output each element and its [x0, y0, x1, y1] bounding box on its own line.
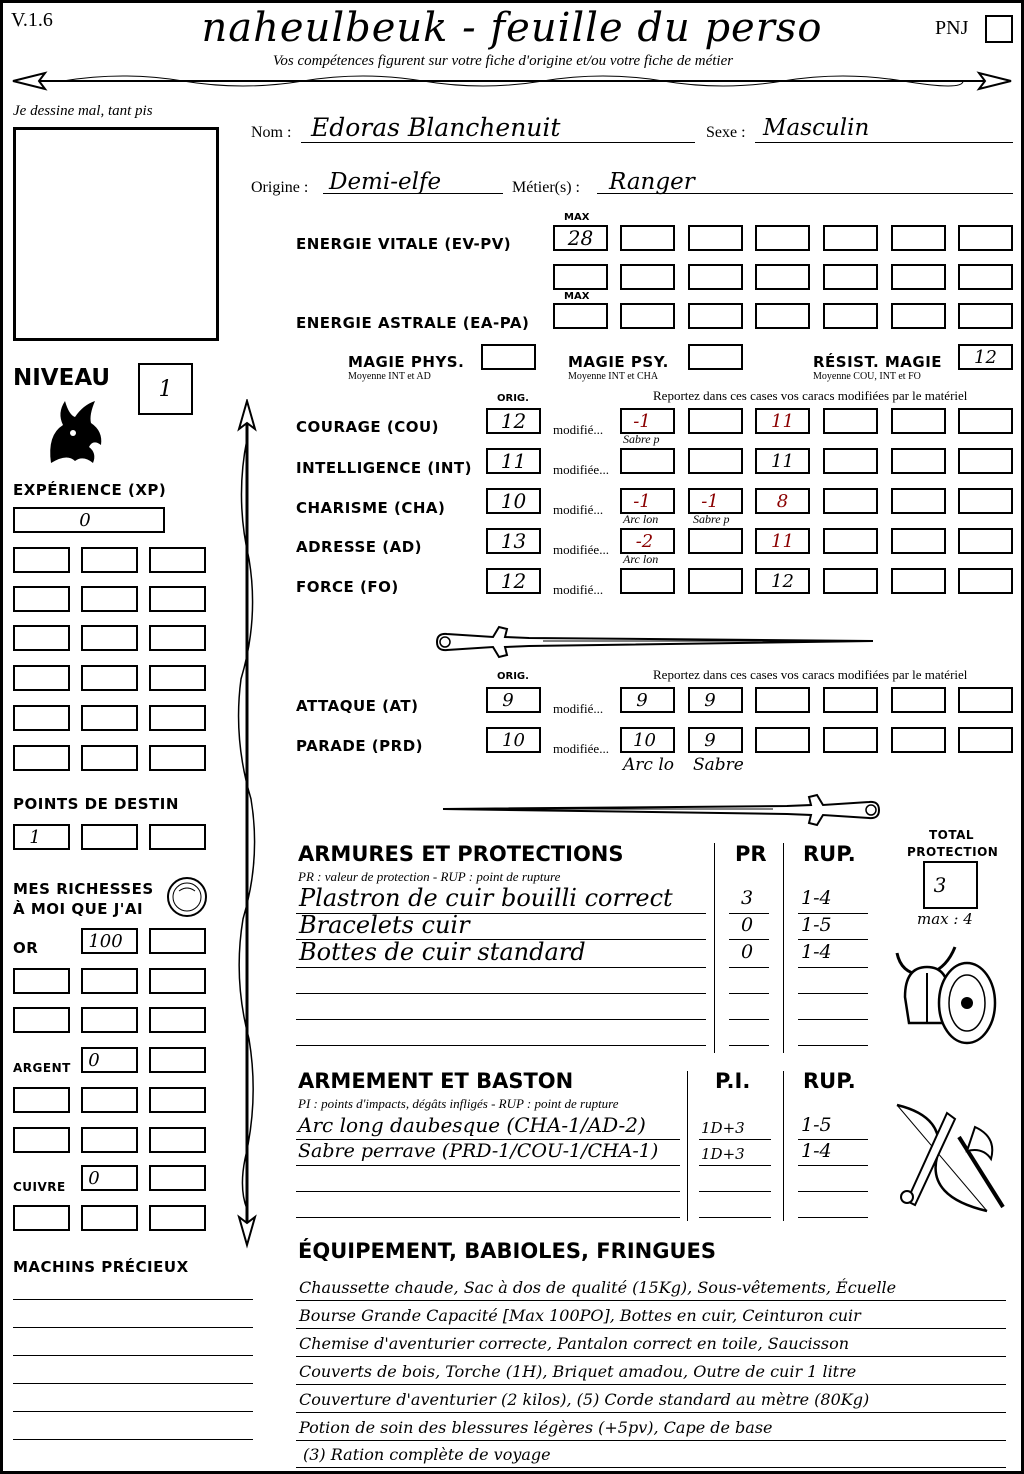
ev-box[interactable] [891, 264, 946, 290]
magie-phys-value [483, 346, 534, 368]
ad-mod-note: Arc lon [623, 552, 659, 566]
xp-box[interactable] [13, 745, 70, 771]
destin-box[interactable] [81, 824, 138, 850]
resist-magie-value: 12 [974, 346, 997, 368]
cha-mod-box[interactable] [755, 488, 810, 514]
cha-final-value: 8 [776, 490, 789, 512]
fo-final-value: 12 [771, 570, 794, 592]
cha-mod-note: Arc lon [623, 512, 659, 526]
cuivre-box[interactable] [149, 1165, 206, 1191]
metier-value[interactable]: Ranger [609, 169, 695, 195]
rup-line [798, 993, 868, 994]
equipment-line [296, 1300, 1006, 1301]
int-mod-box[interactable] [755, 448, 810, 474]
modifie-label: modifié... [553, 582, 604, 597]
equipment-item[interactable]: Couverts de bois, Torche (1H), Briquet amadou, Outre de cuir 1 litre [299, 1362, 857, 1381]
sword-icon [433, 617, 883, 667]
argent-box[interactable] [81, 1047, 138, 1073]
cuivre-box[interactable] [81, 1205, 138, 1231]
armor-line [296, 967, 706, 968]
xp-box[interactable] [81, 586, 138, 612]
armor-pr[interactable]: 0 [741, 914, 754, 936]
pi-label: P.I. [715, 1069, 751, 1093]
ea-box[interactable] [823, 303, 878, 329]
resist-magie-note: Moyenne COU, INT et FO [813, 371, 921, 382]
machins-line[interactable] [13, 1299, 253, 1300]
armor-item[interactable]: Bracelets cuir [299, 911, 470, 939]
nom-value[interactable]: Edoras Blanchenuit [311, 113, 561, 142]
ev-max-value: 28 [567, 226, 594, 250]
equipment-line [296, 1467, 1006, 1468]
machins-line[interactable] [13, 1411, 253, 1412]
prd-mod-value: 10 [633, 729, 656, 751]
int-mod-box[interactable] [823, 448, 878, 474]
argent-value: 0 [88, 1049, 100, 1071]
armor-line [296, 1045, 706, 1046]
weapons-title: ARMEMENT ET BASTON [298, 1069, 574, 1093]
cou-mod-box[interactable] [620, 408, 675, 434]
or-box[interactable] [81, 968, 138, 994]
page-subtitle: Vos compétences figurent sur votre fiche d'origine et/ou votre fiche de métier [272, 53, 734, 69]
magie-psy-label: MAGIE PSY. [568, 353, 669, 371]
ev-box[interactable] [823, 264, 878, 290]
magie-phys-box[interactable] [481, 344, 536, 370]
cuivre-box[interactable] [81, 1165, 138, 1191]
pr-line [729, 993, 769, 994]
ad-final-value: 11 [771, 530, 794, 552]
xp-box[interactable] [149, 665, 206, 691]
cou-orig-box[interactable] [486, 408, 541, 434]
rup-line [798, 1191, 868, 1192]
pr-line [729, 1019, 769, 1020]
machins-line[interactable] [13, 1355, 253, 1356]
or-box[interactable] [81, 928, 138, 954]
nom-label: Nom : [251, 124, 292, 141]
page-title: naheulbeuk - feuille du perso [201, 5, 823, 51]
armor-item[interactable]: Plastron de cuir bouilli correct [299, 884, 673, 912]
xp-box[interactable] [81, 625, 138, 651]
cha-mod-note-2: Sabre p [693, 512, 730, 526]
total-protection-value: 3 [933, 873, 947, 897]
equipment-line [296, 1356, 1006, 1357]
sexe-value[interactable]: Masculin [763, 115, 870, 141]
helmet-shield-icon [891, 933, 1001, 1053]
cuivre-box[interactable] [149, 1205, 206, 1231]
modifiee-label: modifiée... [553, 462, 609, 477]
argent-box[interactable] [149, 1087, 206, 1113]
sexe-line [755, 142, 1013, 143]
cuivre-value: 0 [88, 1167, 100, 1189]
ad-mod-box[interactable] [823, 528, 878, 554]
rup-line [798, 1019, 868, 1020]
ad-label: ADRESSE (AD) [296, 538, 423, 556]
dragon-icon [43, 395, 107, 467]
resist-magie-box[interactable] [958, 344, 1013, 370]
crossed-weapons-icon [887, 1097, 1011, 1219]
prd-note-1: Arc lo [623, 755, 674, 775]
fo-mod-box[interactable] [958, 568, 1013, 594]
machins-label: MACHINS PRÉCIEUX [13, 1258, 189, 1276]
at-label: ATTAQUE (AT) [296, 697, 419, 715]
pi-line [699, 1217, 771, 1218]
niveau-box[interactable] [138, 363, 193, 415]
xp-box[interactable] [13, 507, 165, 533]
destin-box[interactable] [149, 824, 206, 850]
richesses-label-2: À MOI QUE J'AI [13, 900, 144, 918]
fo-mod-box[interactable] [891, 568, 946, 594]
ev-box[interactable] [688, 264, 743, 290]
weapon-rup[interactable]: 1-5 [801, 1114, 832, 1136]
fo-mod-box[interactable] [755, 568, 810, 594]
resist-magie-label: RÉSIST. MAGIE [813, 353, 943, 371]
argent-label: ARGENT [13, 1061, 71, 1075]
pi-line [699, 1165, 771, 1166]
protection-label: PROTECTION [907, 845, 999, 859]
ev-max-label: MAX [564, 212, 590, 223]
destin-box[interactable] [13, 824, 70, 850]
equipment-line [296, 1384, 1006, 1385]
cuivre-box[interactable] [13, 1205, 70, 1231]
or-box[interactable] [13, 968, 70, 994]
ad-orig-value: 13 [500, 529, 527, 553]
destin-value: 1 [29, 826, 41, 848]
xp-box[interactable] [13, 705, 70, 731]
cou-label: COURAGE (COU) [296, 418, 440, 436]
equipment-line [296, 1440, 1006, 1441]
rup-line [798, 967, 868, 968]
equipment-item[interactable]: Chaussette chaude, Sac à dos de qualité (15Kg), Sous-vêtements, Écuelle [299, 1278, 897, 1297]
at-mod-box[interactable] [891, 687, 946, 713]
fo-mod-box[interactable] [823, 568, 878, 594]
armor-rup[interactable]: 1-4 [801, 941, 832, 963]
total-label: TOTAL [929, 828, 975, 842]
int-orig-box[interactable] [486, 448, 541, 474]
weapons-note: PI : points d'impacts, dégâts infligés - RUP : point de rupture [298, 1096, 619, 1111]
ad-mod-box[interactable] [755, 528, 810, 554]
equipment-item[interactable]: (3) Ration complète de voyage [303, 1445, 551, 1464]
int-orig-value: 11 [500, 449, 527, 473]
or-label: OR [13, 939, 39, 957]
machins-line[interactable] [13, 1327, 253, 1328]
at-mod-box[interactable] [755, 687, 810, 713]
xp-box[interactable] [13, 625, 70, 651]
or-box[interactable] [149, 1007, 206, 1033]
origine-value[interactable]: Demi-elfe [329, 169, 442, 195]
ea-label: ENERGIE ASTRALE (EA-PA) [296, 314, 530, 332]
origine-label: Origine : [251, 179, 309, 196]
spear-divider-icon [3, 67, 1021, 95]
cou-mod-box[interactable] [958, 408, 1013, 434]
ad-mod-box[interactable] [958, 528, 1013, 554]
ev-max-box[interactable] [553, 225, 608, 251]
xp-box[interactable] [149, 547, 206, 573]
or-box[interactable] [149, 968, 206, 994]
argent-box[interactable] [13, 1127, 70, 1153]
vertical-spear-icon [229, 399, 265, 1249]
armor-title: ARMURES ET PROTECTIONS [298, 842, 624, 866]
armor-rup-label: RUP. [803, 842, 856, 866]
at-mod-value-2: 9 [704, 689, 716, 711]
cou-final-value: 11 [771, 410, 794, 432]
ev-box[interactable] [958, 225, 1013, 251]
weapon-pi[interactable]: 1D+3 [701, 1145, 745, 1163]
at-mod-box[interactable] [958, 687, 1013, 713]
rup-line [798, 1165, 868, 1166]
pi-line [699, 1191, 771, 1192]
cha-mod-value: -1 [633, 490, 651, 512]
ev-box[interactable] [620, 225, 675, 251]
combat-orig-label: ORIG. [497, 671, 529, 682]
prd-mod-value-2: 9 [704, 729, 716, 751]
prd-mod-box[interactable] [755, 727, 810, 753]
ea-max-value [555, 305, 606, 327]
machins-line[interactable] [13, 1383, 253, 1384]
cha-orig-value: 10 [500, 489, 527, 513]
armor-rup[interactable]: 1-4 [801, 887, 832, 909]
int-mod-box[interactable] [688, 448, 743, 474]
machins-line[interactable] [13, 1439, 253, 1440]
ev-box[interactable] [958, 264, 1013, 290]
ad-orig-box[interactable] [486, 528, 541, 554]
at-mod-box[interactable] [688, 687, 743, 713]
modifiee-label: modifiée... [553, 741, 609, 756]
equipment-line [296, 1412, 1006, 1413]
cou-mod-box[interactable] [688, 408, 743, 434]
equipment-item[interactable]: Potion de soin des blessures légères (+5pv), Cape de base [299, 1418, 773, 1437]
or-box[interactable] [13, 1007, 70, 1033]
weapon-line [296, 1165, 680, 1166]
cou-orig-value: 12 [500, 409, 527, 433]
fo-label: FORCE (FO) [296, 578, 399, 596]
cha-label: CHARISME (CHA) [296, 499, 446, 517]
ev-box[interactable] [823, 225, 878, 251]
ev-box[interactable] [620, 264, 675, 290]
or-value: 100 [88, 930, 123, 952]
modifie-label: modifié... [553, 502, 604, 517]
pi-line [699, 1139, 771, 1140]
int-label: INTELLIGENCE (INT) [296, 459, 472, 477]
modifie-label: modifié... [553, 422, 604, 437]
report-note: Reportez dans ces cases vos caracs modifiées par le matériel [653, 388, 968, 403]
weapon-line [296, 1217, 680, 1218]
xp-box[interactable] [149, 586, 206, 612]
ea-box[interactable] [958, 303, 1013, 329]
fo-orig-box[interactable] [486, 568, 541, 594]
weapon-rup[interactable]: 1-4 [801, 1140, 832, 1162]
armor-pr[interactable]: 0 [741, 941, 754, 963]
modifie-label: modifié... [553, 701, 604, 716]
weapon-pi[interactable]: 1D+3 [701, 1119, 745, 1137]
argent-box[interactable] [149, 1127, 206, 1153]
magie-phys-note: Moyenne INT et AD [348, 371, 431, 382]
prd-mod-box[interactable] [891, 727, 946, 753]
ev-label: ENERGIE VITALE (EV-PV) [296, 235, 512, 253]
armor-divider [783, 843, 784, 1053]
weapons-rup-label: RUP. [803, 1069, 856, 1093]
equipment-title: ÉQUIPEMENT, BABIOLES, FRINGUES [298, 1239, 716, 1263]
armor-line [296, 993, 706, 994]
at-mod-box[interactable] [620, 687, 675, 713]
total-protection-box[interactable] [923, 861, 978, 909]
prd-orig-value: 10 [502, 729, 525, 751]
xp-box[interactable] [13, 665, 70, 691]
at-orig-value: 9 [502, 689, 514, 711]
xp-box[interactable] [149, 705, 206, 731]
orig-label: ORIG. [497, 393, 529, 404]
pr-line [729, 1045, 769, 1046]
xp-box[interactable] [13, 586, 70, 612]
weapon-line [296, 1191, 680, 1192]
or-box[interactable] [81, 1007, 138, 1033]
pnj-label: PNJ [935, 17, 969, 39]
ad-mod-box[interactable] [891, 528, 946, 554]
xp-box[interactable] [13, 547, 70, 573]
rup-line [798, 1217, 868, 1218]
xp-box[interactable] [149, 745, 206, 771]
ev-box[interactable] [755, 225, 810, 251]
ev-box[interactable] [688, 225, 743, 251]
magie-psy-value [690, 346, 741, 368]
cou-mod-note: Sabre p [623, 432, 660, 446]
ea-max-label: MAX [564, 291, 590, 302]
pr-line [729, 967, 769, 968]
xp-box[interactable] [81, 745, 138, 771]
cha-mod-box[interactable] [688, 488, 743, 514]
cha-mod-box[interactable] [823, 488, 878, 514]
int-mod-box[interactable] [891, 448, 946, 474]
ea-box[interactable] [891, 303, 946, 329]
prd-note-2: Sabre [693, 755, 744, 775]
xp-box[interactable] [81, 665, 138, 691]
ev-box[interactable] [553, 264, 608, 290]
pr-label: PR [735, 842, 767, 866]
sword-icon-2 [433, 785, 883, 835]
ea-box[interactable] [755, 303, 810, 329]
metier-label: Métier(s) : [512, 179, 580, 196]
at-mod-value: 9 [636, 689, 648, 711]
fo-mod-box[interactable] [688, 568, 743, 594]
armor-rup[interactable]: 1-5 [801, 914, 832, 936]
or-box[interactable] [149, 928, 206, 954]
pr-line [729, 939, 769, 940]
prd-mod-box[interactable] [958, 727, 1013, 753]
equipment-line [296, 1328, 1006, 1329]
armor-divider [714, 843, 715, 1053]
cha-mod-box[interactable] [620, 488, 675, 514]
ea-box[interactable] [620, 303, 675, 329]
ev-box[interactable] [755, 264, 810, 290]
coin-icon [165, 875, 209, 919]
ea-box[interactable] [688, 303, 743, 329]
magie-psy-note: Moyenne INT et CHA [568, 371, 659, 382]
armor-note: PR : valeur de protection - RUP : point de rupture [298, 869, 561, 884]
xp-box[interactable] [81, 547, 138, 573]
cha-orig-box[interactable] [486, 488, 541, 514]
pnj-checkbox[interactable] [985, 15, 1013, 43]
version-label: V.1.6 [11, 9, 53, 31]
cuivre-label: CUIVRE [13, 1180, 66, 1194]
niveau-label: NIVEAU [13, 365, 111, 391]
ea-max-box[interactable] [553, 303, 608, 329]
ev-box[interactable] [891, 225, 946, 251]
int-final-value: 11 [771, 450, 794, 472]
equipment-item[interactable]: Chemise d'aventurier correcte, Pantalon correct en toile, Saucisson [299, 1334, 850, 1353]
cou-mod-box[interactable] [823, 408, 878, 434]
nom-line [301, 142, 695, 143]
cou-mod-value: -1 [633, 410, 651, 432]
armor-line [296, 1019, 706, 1020]
armor-pr[interactable]: 3 [741, 887, 754, 909]
ad-mod-box[interactable] [688, 528, 743, 554]
destin-label: POINTS DE DESTIN [13, 795, 179, 813]
richesses-label: MES RICHESSES [13, 880, 154, 898]
argent-box[interactable] [81, 1127, 138, 1153]
ad-mod-box[interactable] [620, 528, 675, 554]
at-orig-box[interactable] [486, 687, 541, 713]
cou-mod-box[interactable] [891, 408, 946, 434]
portrait-box[interactable] [13, 127, 219, 341]
cou-mod-box[interactable] [755, 408, 810, 434]
at-mod-box[interactable] [823, 687, 878, 713]
equipment-item[interactable]: Bourse Grande Capacité [Max 100PO], Bottes en cuir, Ceinturon cuir [299, 1306, 861, 1325]
cha-mod-box[interactable] [958, 488, 1013, 514]
int-mod-box[interactable] [620, 448, 675, 474]
argent-box[interactable] [149, 1047, 206, 1073]
rup-line [798, 939, 868, 940]
xp-box[interactable] [149, 625, 206, 651]
combat-report-note: Reportez dans ces cases vos caracs modifiées par le matériel [653, 667, 968, 682]
armor-item[interactable]: Bottes de cuir standard [299, 938, 586, 966]
fo-orig-value: 12 [500, 569, 527, 593]
sexe-label: Sexe : [706, 124, 746, 141]
max-protection-note: max : 4 [917, 910, 973, 928]
magie-phys-label: MAGIE PHYS. [348, 353, 465, 371]
ad-mod-value: -2 [635, 530, 654, 552]
argent-box[interactable] [13, 1087, 70, 1113]
weapons-divider [687, 1071, 688, 1221]
prd-mod-box[interactable] [823, 727, 878, 753]
prd-orig-box[interactable] [486, 727, 541, 753]
prd-label: PARADE (PRD) [296, 737, 424, 755]
magie-psy-box[interactable] [688, 344, 743, 370]
fo-mod-box[interactable] [620, 568, 675, 594]
weapon-item[interactable]: Sabre perrave (PRD-1/COU-1/CHA-1) [298, 1140, 659, 1162]
xp-box[interactable] [81, 705, 138, 731]
weapon-item[interactable]: Arc long daubesque (CHA-1/AD-2) [298, 1113, 646, 1137]
weapons-divider [783, 1071, 784, 1221]
xp-value: 0 [79, 509, 91, 531]
prd-mod-box[interactable] [620, 727, 675, 753]
rup-line [798, 1045, 868, 1046]
portrait-caption: Je dessine mal, tant pis [13, 103, 153, 119]
modifiee-label: modifiée... [553, 542, 609, 557]
xp-label: EXPÉRIENCE (XP) [13, 481, 167, 499]
int-mod-box[interactable] [958, 448, 1013, 474]
equipment-item[interactable]: Couverture d'aventurier (2 kilos), (5) Corde standard au mètre (80Kg) [299, 1390, 870, 1409]
niveau-value: 1 [158, 376, 173, 402]
argent-box[interactable] [81, 1087, 138, 1113]
prd-mod-box[interactable] [688, 727, 743, 753]
cha-mod-box[interactable] [891, 488, 946, 514]
cha-mod-value-2: -1 [701, 490, 719, 512]
